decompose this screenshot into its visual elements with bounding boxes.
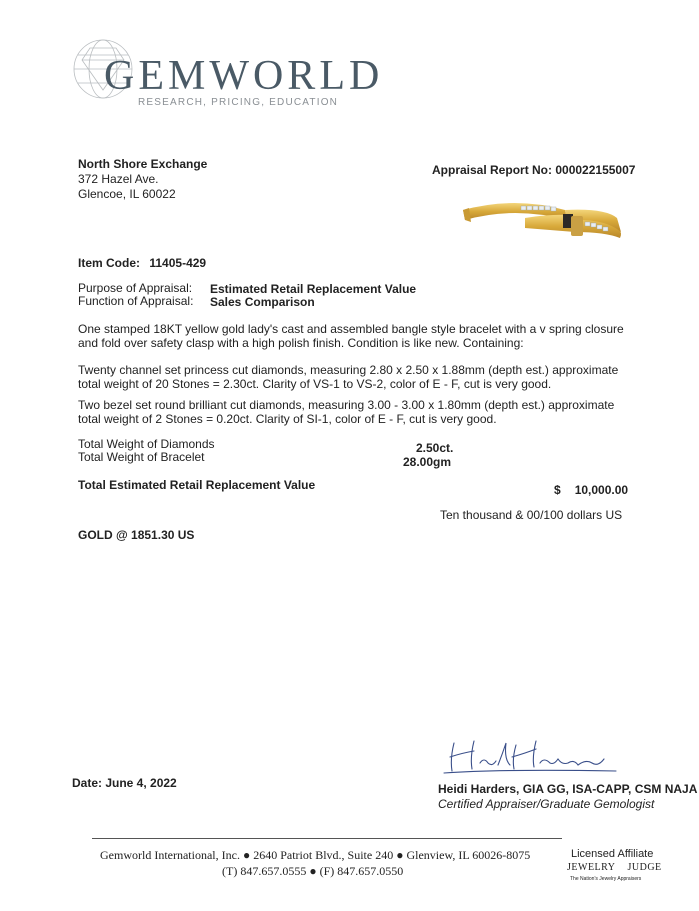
diamond-weight-label: Total Weight of Diamonds xyxy=(78,437,215,451)
purpose-value: Estimated Retail Replacement Value xyxy=(210,282,417,296)
report-number-value: 000022155007 xyxy=(555,163,636,177)
affiliate-name-1: JEWELRY xyxy=(567,862,616,873)
client-name: North Shore Exchange xyxy=(78,157,208,171)
affiliate-name-2: JUDGE xyxy=(627,862,662,873)
appraiser-name: Heidi Harders, GIA GG, ISA-CAPP, CSM NAJA xyxy=(438,782,698,796)
stone-description-1: Twenty channel set princess cut diamonds, measuring 2.80 x 2.50 x 1.88mm (depth est.) approximate total weight of 20 Stones = 2.30ct. Clarity of VS-1 to VS-2, color of E - F, cut is very good. xyxy=(78,363,619,391)
total-value xyxy=(554,483,628,497)
currency-symbol: $ xyxy=(554,483,561,497)
company-tagline: RESEARCH, PRICING, EDUCATION xyxy=(138,97,339,108)
client-city: Glencoe, IL 60022 xyxy=(78,187,176,201)
affiliate-label: Licensed Affiliate xyxy=(571,848,654,860)
total-value-label: Total Estimated Retail Replacement Value xyxy=(78,478,316,492)
appraisal-date: Date: June 4, 2022 xyxy=(72,776,177,790)
gold-price: GOLD @ 1851.30 US xyxy=(78,528,195,542)
report-number xyxy=(432,163,635,177)
item-description: One stamped 18KT yellow gold lady's cast and assembled bangle style bracelet with a v spring closure and fold over safety clasp with a high polish finish. Condition is like new. Containing: xyxy=(78,322,624,350)
total-value-amount: 10,000.00 xyxy=(574,483,629,497)
affiliate-logo xyxy=(567,862,662,873)
item-code-value: 11405-429 xyxy=(149,256,207,270)
stone-description-2: Two bezel set round brilliant cut diamonds, measuring 3.00 - 3.00 x 1.80mm (depth est.) approximate total weight of 2 Stones = 0.20ct. Clarity of SI-1, color of E - F, cut is very good. xyxy=(78,398,615,426)
function-value: Sales Comparison xyxy=(210,295,315,309)
item-code-label: Item Code: xyxy=(78,256,141,270)
company-wordmark: GEMWORLD xyxy=(104,53,384,99)
function-label: Function of Appraisal: xyxy=(78,294,194,308)
total-value-words: Ten thousand & 00/100 dollars US xyxy=(440,508,623,522)
bracelet-weight-label: Total Weight of Bracelet xyxy=(78,450,205,464)
appraiser-title: Certified Appraiser/Graduate Gemologist xyxy=(438,797,655,811)
footer-divider xyxy=(92,838,562,839)
diamond-weight-value: 2.50ct. xyxy=(416,441,454,455)
footer-address: Gemworld International, Inc. ● 2640 Patriot Blvd., Suite 240 ● Glenview, IL 60026-8075 xyxy=(100,848,531,862)
appraiser-signature xyxy=(440,735,620,777)
bracelet-photo xyxy=(455,188,627,250)
bracelet-weight-value: 28.00gm xyxy=(403,455,452,469)
report-number-label: Appraisal Report No: xyxy=(432,163,553,177)
client-address xyxy=(78,157,207,202)
affiliate-tagline: The Nation's Jewelry Appraisers xyxy=(570,876,642,882)
client-street: 372 Hazel Ave. xyxy=(78,172,159,186)
item-code xyxy=(78,256,206,270)
footer-phone: (T) 847.657.0555 ● (F) 847.657.0550 xyxy=(222,864,404,878)
purpose-label: Purpose of Appraisal: xyxy=(78,281,193,295)
